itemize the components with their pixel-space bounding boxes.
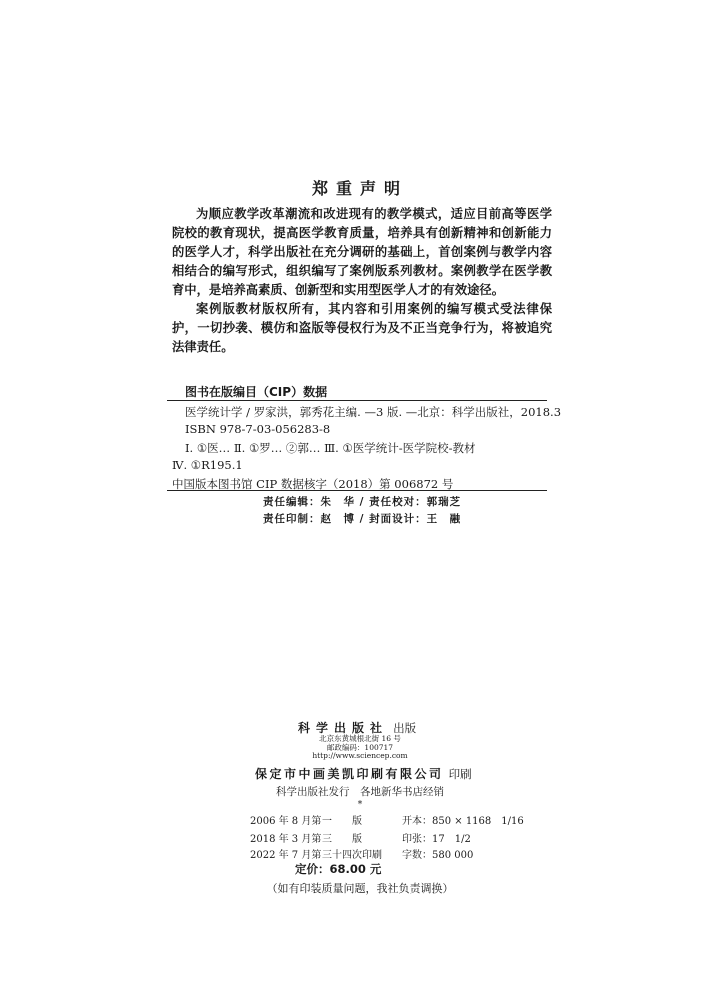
publisher-name: 科学出版社 — [298, 721, 389, 735]
cip-line-isbn: ISBN 978-7-03-056283-8 — [185, 422, 331, 436]
edition-spec: 字数：580 000 — [402, 850, 474, 861]
separator-star: * — [357, 800, 363, 810]
edition-row — [250, 846, 473, 861]
printer-line — [255, 763, 472, 782]
edition-date: 2018 年 3 月第 — [250, 834, 322, 845]
cip-header: 图书在版编目（CIP）数据 — [185, 385, 328, 399]
edition-label: 一 版 — [322, 816, 362, 827]
cip-line-title: 医学统计学 / 罗家洪，郭秀花主编. —3 版. —北京：科学出版社，2018.3 — [185, 405, 562, 419]
edition-label: 三十四次印刷 — [322, 850, 382, 861]
publisher-postcode: 邮政编码：100717 — [326, 743, 394, 752]
publisher-suffix: 出版 — [393, 721, 417, 735]
edition-spec: 开本：850 × 1168 1/16 — [402, 816, 524, 827]
staff-editors-line: 责任编辑：朱 华 / 责任校对：郭瑞芝 — [263, 496, 462, 508]
edition-label: 三 版 — [322, 834, 362, 845]
declaration-title: 郑重声明 — [311, 179, 408, 198]
cip-bottom-rule — [167, 490, 547, 491]
edition-date: 2006 年 8 月第 — [250, 816, 322, 827]
printer-name: 保定市中画美凯印刷有限公司 — [255, 767, 444, 781]
cip-line-classification: Ⅳ. ①R195.1 — [172, 458, 243, 472]
declaration-paragraph-1: 为顺应教学改革潮流和改进现有的教学模式，适应目前高等医学院校的教育现状，提高医学教育质量，培养具有创新精神和创新能力的医学人才，科学出版社在充分调研的基础上，首创案例与教学内容相结合的编写形式，组织编写了案例版系列教材。案例教学在医学教育中，是培养高素质、创新型和实用型医学人才的有效途径。 — [172, 207, 552, 297]
printer-suffix: 印刷 — [448, 767, 472, 781]
quality-note: （如有印装质量问题，我社负责调换） — [266, 882, 454, 895]
price-line: 定价：68.00 元 — [295, 862, 382, 876]
edition-date: 2022 年 7 月第 — [250, 850, 322, 861]
publisher-website: http://www.sciencep.com — [312, 751, 408, 760]
edition-row — [250, 830, 471, 845]
publisher-address: 北京东黄城根北街 16 号 — [319, 734, 401, 743]
declaration-paragraph-2: 案例版教材版权所有，其内容和引用案例的编写模式受法律保护，一切抄袭、模仿和盗版等侵权行为及不正当竞争行为，将被追究法律责任。 — [172, 302, 552, 354]
cip-top-rule — [167, 400, 547, 401]
distribution-line: 科学出版社发行 各地新华书店经销 — [276, 786, 444, 798]
staff-production-line: 责任印制：赵 博 / 封面设计：王 融 — [263, 513, 462, 525]
cip-line-record-number: 中国版本图书馆 CIP 数据核字（2018）第 006872 号 — [172, 477, 454, 491]
cip-line-subjects: Ⅰ. ①医… Ⅱ. ①罗… ②郭… Ⅲ. ①医学统计-医学院校-教材 — [185, 441, 476, 455]
edition-row — [250, 812, 524, 827]
edition-spec: 印张：17 1/2 — [402, 834, 471, 845]
